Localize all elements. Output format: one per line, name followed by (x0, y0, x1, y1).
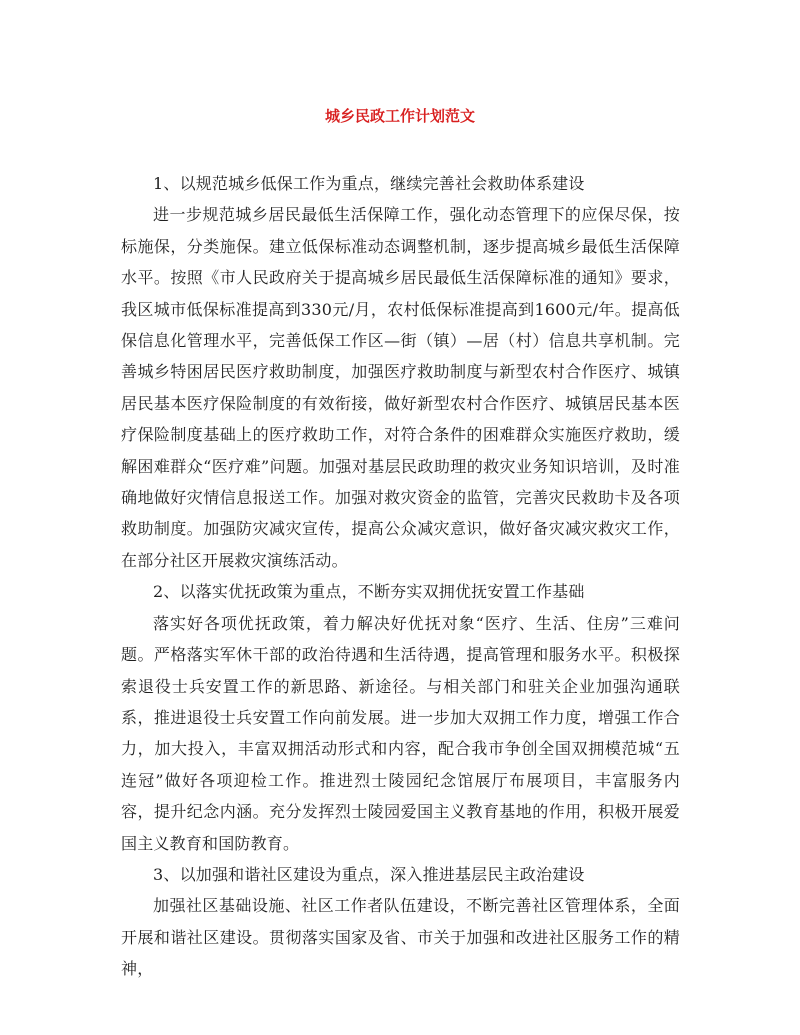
section-2-paragraph: 落实好各项优抚政策，着力解决好优抚对象“医疗、生活、住房”三难问题。严格落实军休干部的政治待遇和生活待遇，提高管理和服务水平。积极探索退役士兵安置工作的新思路、新途径。与相关部门和驻关企业加强沟通联系，推进退役士兵安置工作向前发展。进一步加大双拥工作力度，增强工作合力，加大投入，丰富双拥活动形式和内容，配合我市争创全国双拥模范城“五连冠”做好各项迎检工作。推进烈士陵园纪念馆展厅布展项目，丰富服务内容，提升纪念内涵。充分发挥烈士陵园爱国主义教育基地的作用，积极开展爱国主义教育和国防教育。 (121, 613, 680, 853)
section-2-heading: 2、以落实优抚政策为重点，不断夯实双拥优抚安置工作基础 (153, 582, 585, 602)
document-body (121, 168, 680, 985)
section-3-paragraph: 加强社区基础设施、社区工作者队伍建设，不断完善社区管理体系，全面开展和谐社区建设。贯彻落实国家及省、市关于加强和改进社区服务工作的精神， (121, 896, 680, 979)
section-3-heading: 3、以加强和谐社区建设为重点，深入推进基层民主政治建设 (153, 864, 585, 884)
section-1-paragraph: 进一步规范城乡居民最低生活保障工作，强化动态管理下的应保尽保，按标施保，分类施保。建立低保标准动态调整机制，逐步提高城乡最低生活保障水平。按照《市人民政府关于提高城乡居民最低生活保障标准的通知》要求，我区城市低保标准提高到330元/月，农村低保标准提高到1600元/年。提高低保信息化管理水平，完善低保工作区—街（镇）—居（村）信息共享机制。完善城乡特困居民医疗救助制度，加强医疗救助制度与新型农村合作医疗、城镇居民基本医疗保险制度的有效衔接，做好新型农村合作医疗、城镇居民基本医疗保险制度基础上的医疗救助工作，对符合条件的困难群众实施医疗救助，缓解困难群众“医疗难”问题。加强对基层民政助理的救灾业务知识培训，及时准确地做好灾情信息报送工作。加强对救灾资金的监管，完善灾民救助卡及各项救助制度。加强防灾减灾宣传，提高公众减灾意识，做好备灾减灾救灾工作，在部分社区开展救灾演练活动。 (121, 205, 680, 570)
section-1-heading: 1、以规范城乡低保工作为重点，继续完善社会救助体系建设 (153, 174, 585, 193)
document-title: 城乡民政工作计划范文 (324, 107, 475, 125)
